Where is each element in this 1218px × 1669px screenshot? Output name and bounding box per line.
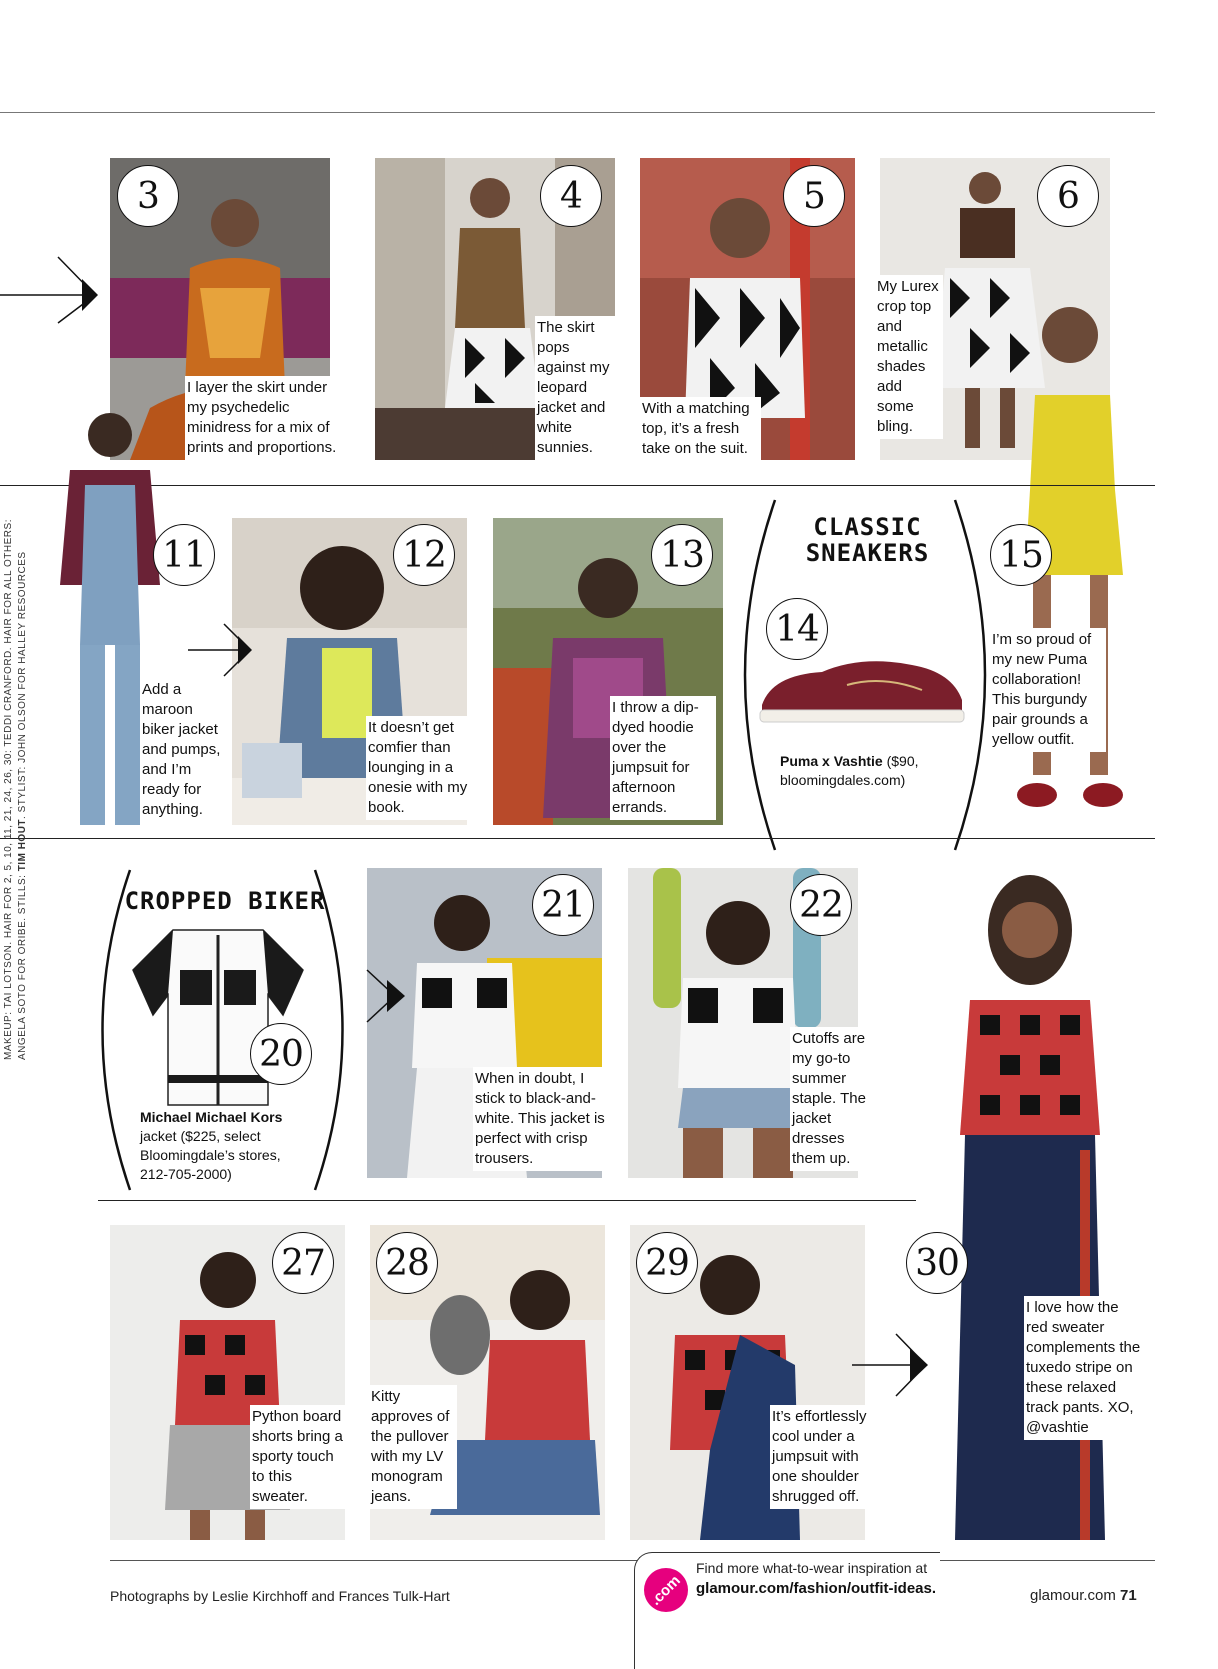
caption-15: I’m so proud of my new Puma collaboration! This burgundy pair grounds a yellow outfit. [990,628,1106,752]
caption-6: My Lurex crop top and metallic shades add some bling. [875,275,943,439]
top-rule [0,112,1155,113]
credits-line-2-post: . STYLIST: JOHN OLSON FOR HALLEY RESOURCES [17,551,28,819]
caption-11: Add a maroon biker jacket and pumps, and I’m ready for anything. [140,678,226,822]
photo-credit-prefix: Photographs by [110,1588,212,1604]
com-badge-text: .com [647,1571,685,1609]
section-rule-3 [98,1200,916,1201]
photo-credit-names: Leslie Kirchhoff and Frances Tulk-Hart [211,1588,450,1604]
vertical-credits [2,519,46,1060]
caption-29: It’s effortlessly cool under a jumpsuit with one shoulder shrugged off. [770,1405,871,1509]
caption-22: Cutoffs are my go-to summer staple. The jacket dresses them up. [790,1027,881,1171]
caption-12: It doesn’t get comfier than lounging in a onesie with my book. [366,716,472,820]
number-badge-12: 12 [393,524,455,586]
product-14-detail: ($90, bloomingdales.com) [780,753,919,788]
number-badge-13: 13 [651,524,713,586]
product-14 [780,752,930,790]
caption-4: The skirt pops against my leopard jacket and white sunnies. [535,316,621,460]
product-14-name: Puma x Vashtie [780,753,883,769]
com-badge[interactable] [644,1568,688,1612]
number-badge-11: 11 [153,524,215,586]
number-badge-6: 6 [1037,165,1099,227]
credits-line-1: MAKEUP: TAI LOTSON. HAIR FOR 2, 5, 10, 11, 21, 24, 26, 30: TEDDI CRANFORD. HAIR FOR ALL OTHERS: [3,519,14,1060]
number-badge-5: 5 [783,165,845,227]
section-rule-2 [0,838,1155,839]
credits-line-2-bold: TIM HOUT [17,818,28,872]
photo-look-30-cutout [930,870,1130,1550]
number-badge-30: 30 [906,1232,968,1294]
product-20-detail: jacket ($225, select Bloomingdale’s stores, 212-705-2000) [140,1128,281,1182]
caption-27: Python board shorts bring a sporty touch to this sweater. [250,1405,351,1509]
number-badge-22: 22 [790,874,852,936]
caption-28: Kitty approves of the pullover with my LV monogram jeans. [369,1385,457,1509]
credits-line-2 [16,551,30,1060]
page-number: 71 [1120,1587,1137,1604]
caption-3: I layer the skirt under my psychedelic minidress for a mix of prints and proportions. [185,376,341,460]
promo-line1: Find more what-to-wear inspiration at [696,1560,928,1576]
product-20-name: Michael Michael Kors [140,1109,283,1125]
site-name: glamour.com [1030,1587,1116,1604]
number-badge-28: 28 [376,1232,438,1294]
number-badge-15: 15 [990,524,1052,586]
footer-rule [110,1560,1155,1561]
number-badge-27: 27 [272,1232,334,1294]
pointer-arrow-30 [852,1330,937,1400]
caption-30: I love how the red sweater complements the tuxedo stripe on these relaxed track pants. XO, @vashtie [1024,1296,1145,1440]
caption-5: With a matching top, it’s a fresh take on the suit. [640,397,761,461]
credits-line-2-pre: ANGELA SOTO FOR ORIBE. STILLS: [17,871,28,1060]
sneaker-product-image [752,650,972,730]
photo-credit [110,1588,450,1604]
heading-classic-sneakers: CLASSIC SNEAKERS [805,513,930,567]
pointer-arrow-row1 [0,255,105,325]
promo-link[interactable]: glamour.com/fashion/outfit-ideas. [696,1580,937,1597]
caption-13: I throw a dip-dyed hoodie over the jumpsuit for afternoon errands. [610,696,716,820]
number-badge-14: 14 [766,598,828,660]
number-badge-29: 29 [636,1232,698,1294]
number-badge-21: 21 [532,874,594,936]
page-folio [1030,1587,1137,1604]
number-badge-20: 20 [250,1023,312,1085]
product-20 [140,1108,300,1184]
heading-cropped-biker: CROPPED BIKER [124,887,326,915]
number-badge-4: 4 [540,165,602,227]
pointer-arrow-21 [365,966,420,1026]
number-badge-3: 3 [117,165,179,227]
pointer-arrow-12 [188,620,263,680]
caption-21: When in doubt, I stick to black-and-white. This jacket is perfect with crisp trousers. [473,1067,609,1171]
